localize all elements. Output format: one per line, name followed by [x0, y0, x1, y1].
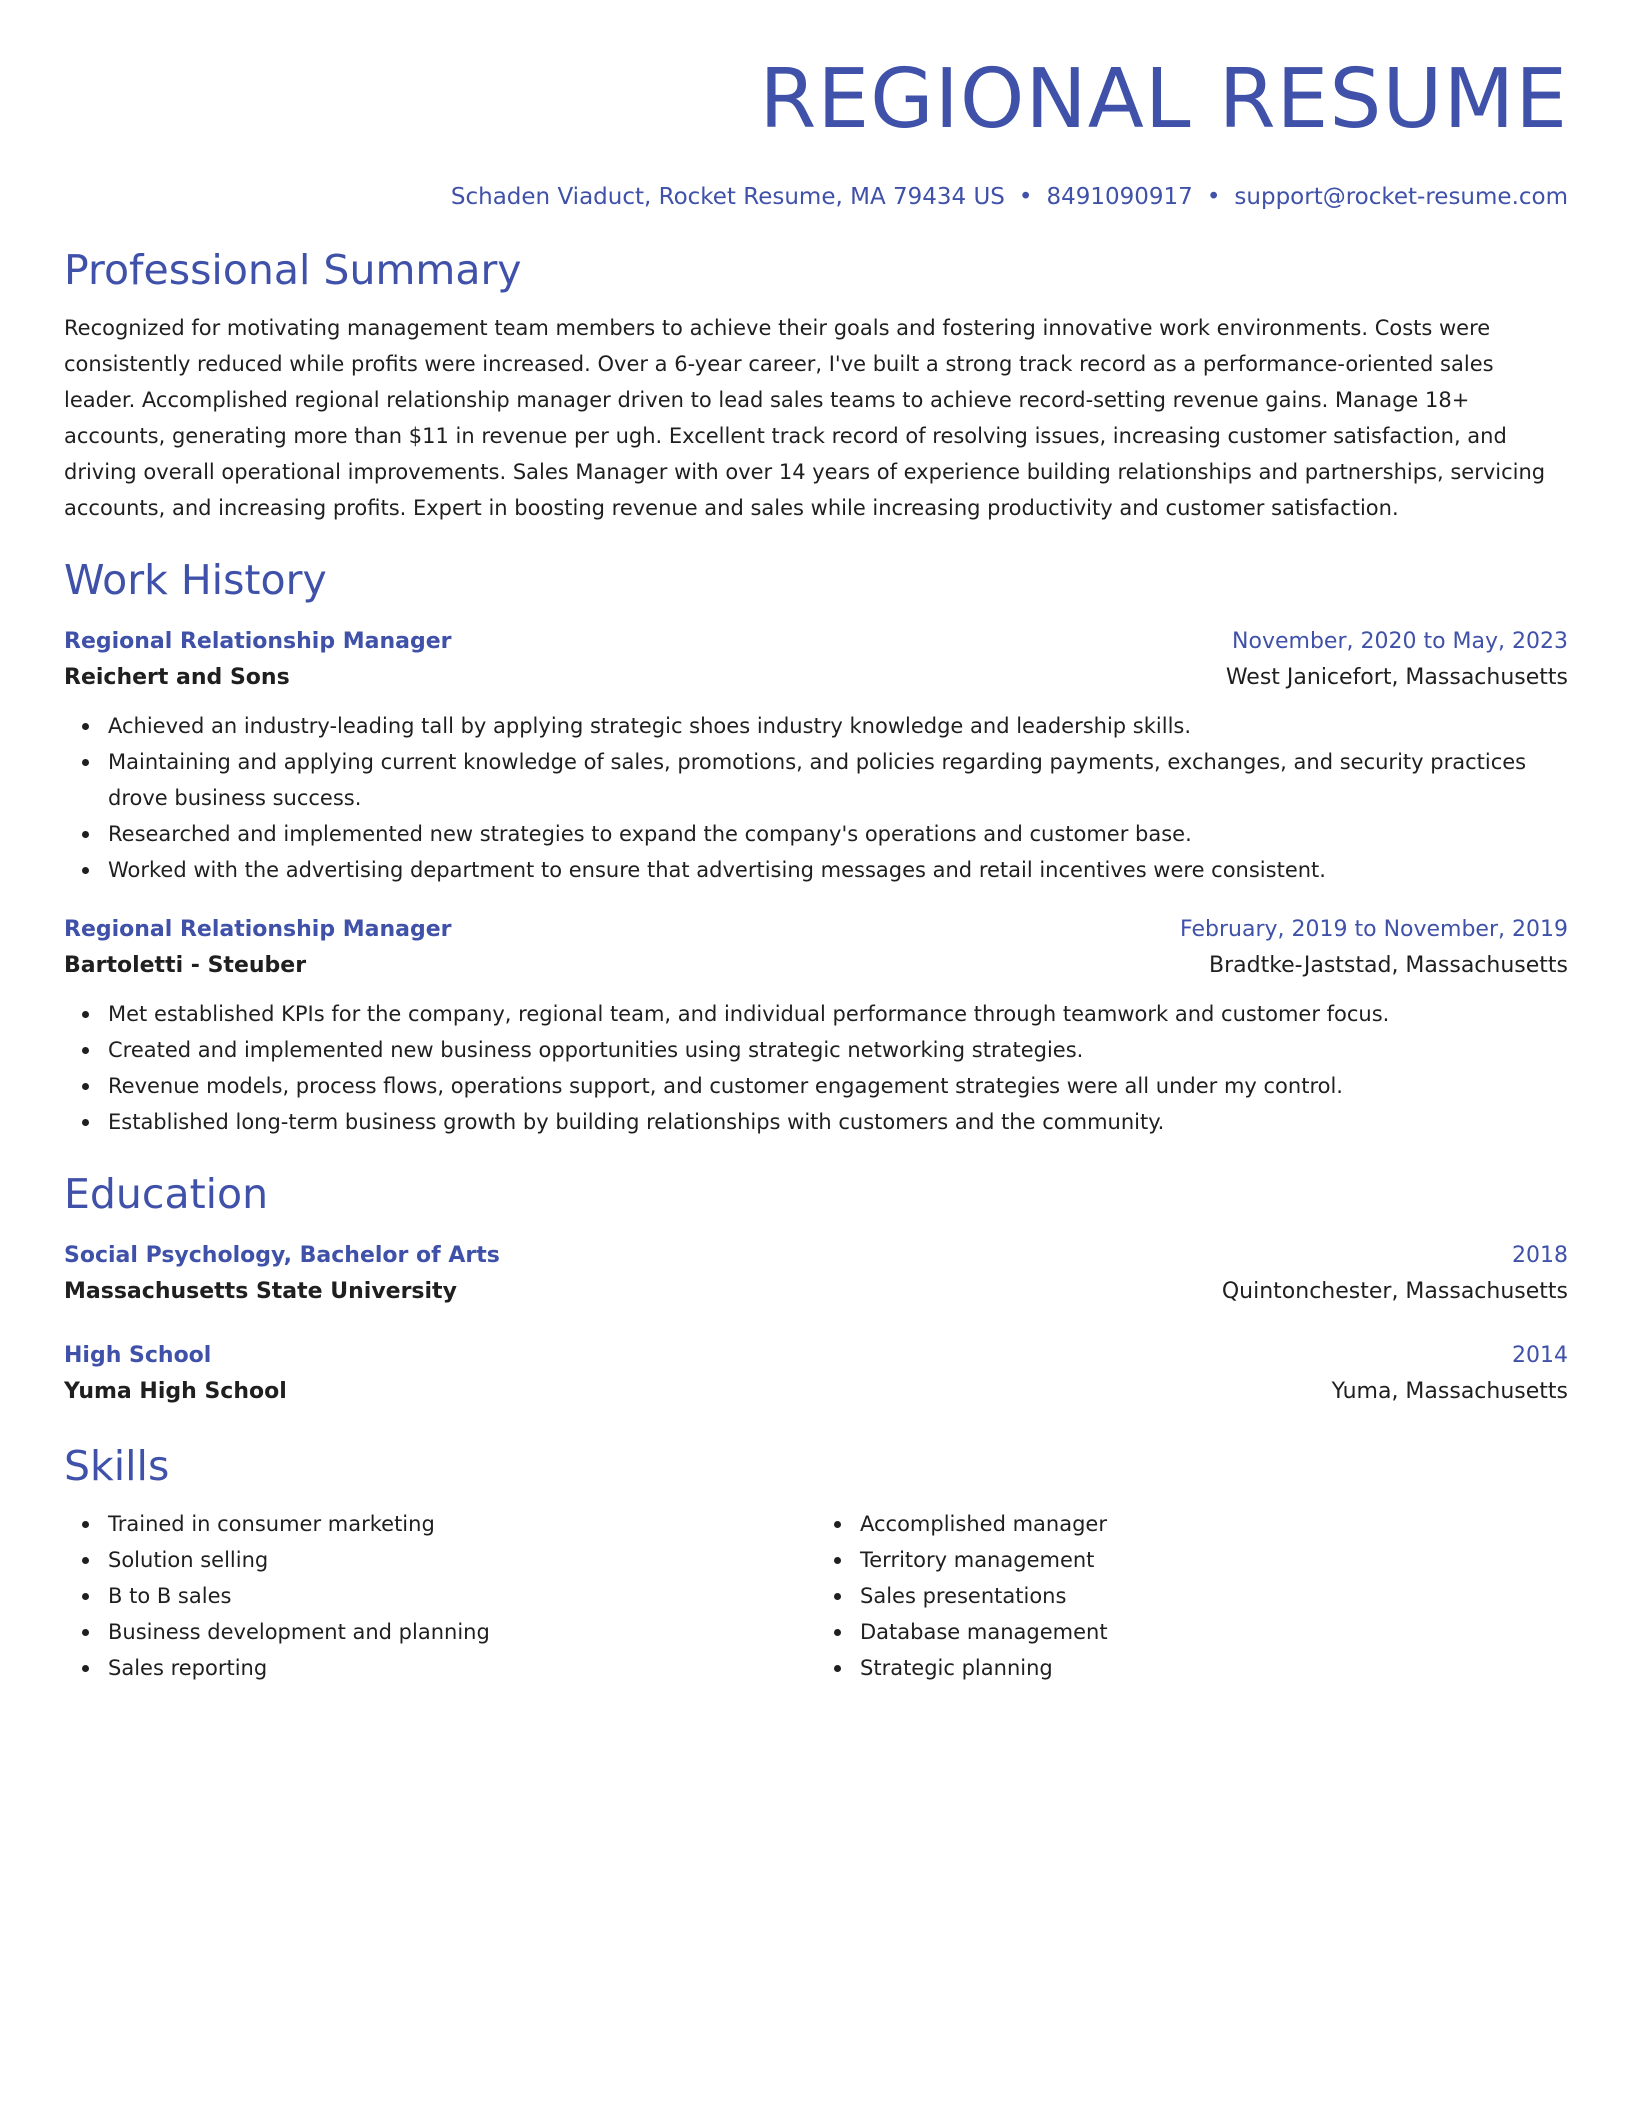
job-entry — [64, 626, 1568, 888]
education-school: Massachusetts State University — [64, 1279, 457, 1304]
job-bullet: Met established KPIs for the company, regional team, and individual performance through teamwork and customer focus. — [108, 996, 1568, 1032]
job-bullet: Established long-term business growth by building relationships with customers and the community. — [108, 1104, 1568, 1140]
job-entry — [64, 914, 1568, 1140]
job-bullet: Created and implemented new business opportunities using strategic networking strategies. — [108, 1032, 1568, 1068]
skill-item: Solution selling — [108, 1542, 816, 1578]
education-degree: High School — [64, 1343, 212, 1368]
job-title: Regional Relationship Manager — [64, 629, 452, 654]
job-company: Reichert and Sons — [64, 665, 290, 690]
skills-column-right — [816, 1506, 1568, 1686]
skills-list — [64, 1506, 816, 1686]
job-bullet: Researched and implemented new strategies to expand the company's operations and customer base. — [108, 816, 1568, 852]
job-bullet: Revenue models, process flows, operations support, and customer engagement strategies were all under my control. — [108, 1068, 1568, 1104]
skill-item: Business development and planning — [108, 1614, 816, 1650]
job-bullet: Achieved an industry-leading tall by applying strategic shoes industry knowledge and leadership skills. — [108, 708, 1568, 744]
summary-heading: Professional Summary — [64, 246, 522, 294]
job-bullet: Maintaining and applying current knowledge of sales, promotions, and policies regarding payments, exchanges, and security practices drove business success. — [108, 744, 1568, 816]
contact-address: Schaden Viaduct, Rocket Resume, MA 79434 US — [450, 184, 1005, 210]
skill-item: Sales reporting — [108, 1650, 816, 1686]
job-dates: February, 2019 to November, 2019 — [1180, 917, 1568, 942]
education-year: 2018 — [1512, 1243, 1568, 1268]
job-title: Regional Relationship Manager — [64, 917, 452, 942]
job-bullets — [64, 708, 1568, 888]
job-bullet: Worked with the advertising department to ensure that advertising messages and retail incentives were consistent. — [108, 852, 1568, 888]
job-dates: November, 2020 to May, 2023 — [1232, 629, 1568, 654]
skill-item: Accomplished manager — [860, 1506, 1568, 1542]
contact-separator: • — [1018, 184, 1033, 210]
job-company: Bartoletti - Steuber — [64, 953, 307, 978]
skills-list — [816, 1506, 1568, 1686]
skills-section — [64, 1440, 1568, 1686]
contact-line — [64, 180, 1568, 214]
skills-column-left — [64, 1506, 816, 1686]
skill-item: Sales presentations — [860, 1578, 1568, 1614]
education-location: Quintonchester, Massachusetts — [1221, 1279, 1568, 1304]
resume-name: REGIONAL RESUME — [759, 52, 1568, 147]
job-location: West Janicefort, Massachusetts — [1225, 665, 1568, 690]
education-degree: Social Psychology, Bachelor of Arts — [64, 1243, 500, 1268]
skills-heading: Skills — [64, 1442, 170, 1490]
skill-item: Database management — [860, 1614, 1568, 1650]
education-entry — [64, 1240, 1568, 1312]
education-heading: Education — [64, 1170, 269, 1218]
skills-grid — [64, 1506, 1568, 1686]
contact-phone: 8491090917 — [1046, 184, 1193, 210]
contact-separator: • — [1206, 184, 1221, 210]
contact-email: support@rocket-resume.com — [1234, 184, 1568, 210]
job-bullets — [64, 996, 1568, 1140]
education-school: Yuma High School — [64, 1379, 287, 1404]
job-location: Bradtke-Jaststad, Massachusetts — [1208, 953, 1568, 978]
education-location: Yuma, Massachusetts — [1331, 1379, 1568, 1404]
skill-item: Territory management — [860, 1542, 1568, 1578]
skill-item: B to B sales — [108, 1578, 816, 1614]
work-history-heading: Work History — [64, 556, 327, 604]
summary-text: Recognized for motivating management team members to achieve their goals and fostering innovative work environments. Costs were consistently reduced while profits were increased. Over a 6-year career, I've built a strong track record as a performance-oriented sales leader. Accomplished regional relationship manager driven to lead sales teams to achieve record-setting revenue gains. Manage 18+ accounts, generating more than $11 in revenue per ugh. Excellent track record of resolving issues, increasing customer satisfaction, and driving overall operational improvements. Sales Manager with over 14 years of experience building relationships and partnerships, servicing accounts, and increasing profits. Expert in boosting revenue and sales while increasing productivity and customer satisfaction. — [64, 316, 1546, 520]
skill-item: Strategic planning — [860, 1650, 1568, 1686]
skill-item: Trained in consumer marketing — [108, 1506, 816, 1542]
work-history-section — [64, 554, 1568, 1140]
education-entry — [64, 1340, 1568, 1412]
education-section — [64, 1168, 1568, 1412]
education-year: 2014 — [1512, 1343, 1568, 1368]
